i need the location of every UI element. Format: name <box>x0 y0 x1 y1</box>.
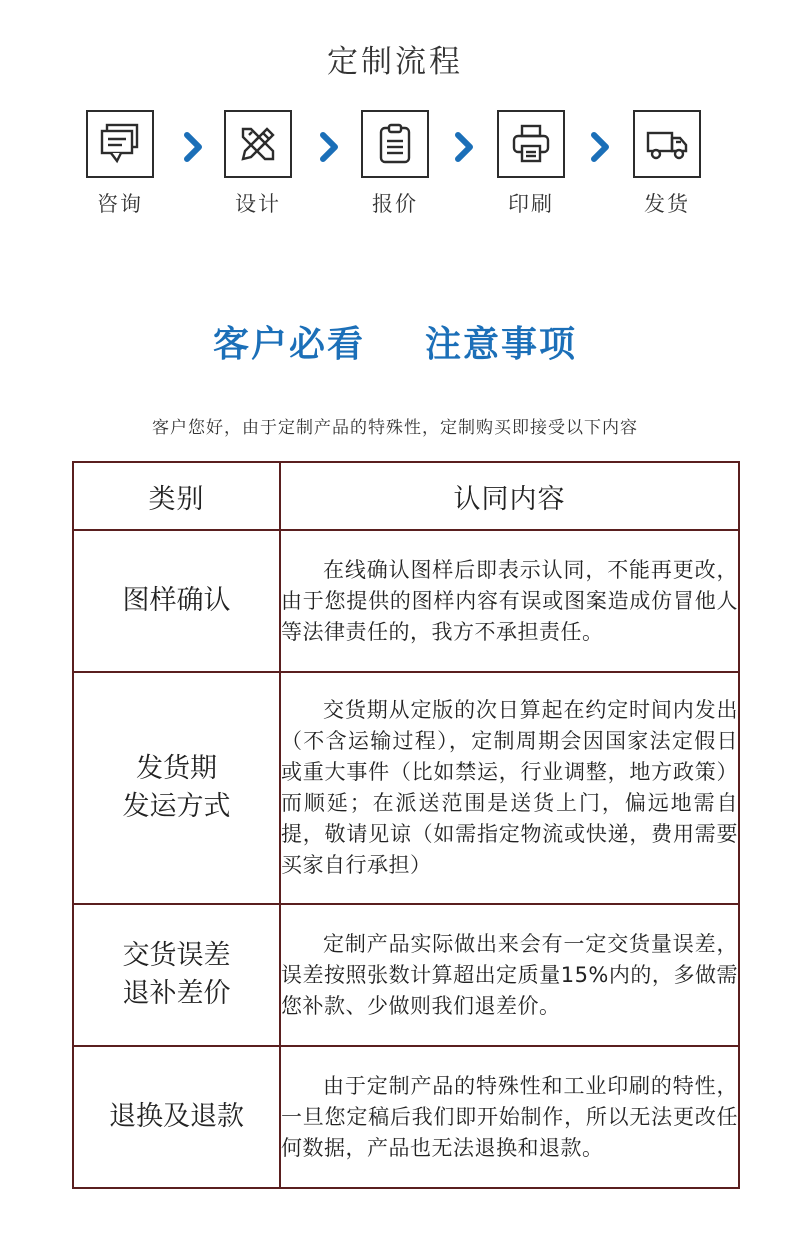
category-line: 退补差价 <box>122 978 231 1009</box>
truck-icon <box>633 110 701 178</box>
header-category: 类别 <box>73 462 280 530</box>
chevron-right-icon <box>452 132 476 162</box>
content-cell: 定制产品实际做出来会有一定交货量误差，误差按照张数计算超出定质量15%内的，多做需您补款、少做则我们退差价。 <box>280 904 739 1046</box>
content-cell: 由于定制产品的特殊性和工业印刷的特性，一旦您定稿后我们即开始制作，所以无法更改任何数据，产品也无法退换和退款。 <box>280 1046 739 1188</box>
content-cell: 交货期从定版的次日算起在约定时间内发出（不含运输过程），定制周期会因国家法定假日或重大事件（比如禁运，行业调整，地方政策）而顺延；在派送范围是送货上门，偏远地需自提，敬请见谅（如需指定物流或快递，费用需要买家自行承担） <box>280 672 739 904</box>
chevron-right-icon <box>317 132 341 162</box>
step-ship <box>627 110 707 218</box>
category-cell <box>73 904 280 1046</box>
notice-intro: 客户您好，由于定制产品的特殊性，定制购买即接受以下内容 <box>152 418 638 438</box>
step-label: 印刷 <box>508 192 554 216</box>
category-cell <box>73 672 280 904</box>
step-consult <box>80 110 160 218</box>
category-cell <box>73 530 280 672</box>
terms-table <box>72 461 740 1189</box>
category-line: 发运方式 <box>122 791 231 822</box>
notice-title-left: 客户必看 <box>212 324 365 365</box>
content-cell: 在线确认图样后即表示认同，不能再更改，由于您提供的图样内容有误或图案造成仿冒他人等法律责任的，我方不承担责任。 <box>280 530 739 672</box>
category-cell <box>73 1046 280 1188</box>
step-label: 报价 <box>372 192 418 216</box>
table-row <box>73 530 739 672</box>
step-label: 发货 <box>644 192 690 216</box>
notice-title-right: 注意事项 <box>425 324 578 365</box>
category-line: 发货期 <box>136 753 217 784</box>
process-steps <box>0 110 790 220</box>
step-print <box>491 110 571 218</box>
process-title: 定制流程 <box>327 44 463 80</box>
pencil-ruler-icon <box>224 110 292 178</box>
printer-icon <box>497 110 565 178</box>
table-row <box>73 672 739 904</box>
step-label: 设计 <box>235 192 281 216</box>
category-line: 交货误差 <box>122 940 231 971</box>
table-row <box>73 904 739 1046</box>
clipboard-icon <box>361 110 429 178</box>
step-design <box>218 110 298 218</box>
step-label: 咨询 <box>97 192 143 216</box>
table-header-row <box>73 462 739 530</box>
category-line: 图样确认 <box>122 585 231 616</box>
category-line: 退换及退款 <box>109 1101 244 1132</box>
header-content: 认同内容 <box>280 462 739 530</box>
table-row <box>73 1046 739 1188</box>
chat-icon <box>86 110 154 178</box>
step-quote <box>355 110 435 218</box>
chevron-right-icon <box>181 132 205 162</box>
chevron-right-icon <box>588 132 612 162</box>
notice-title <box>0 316 790 367</box>
